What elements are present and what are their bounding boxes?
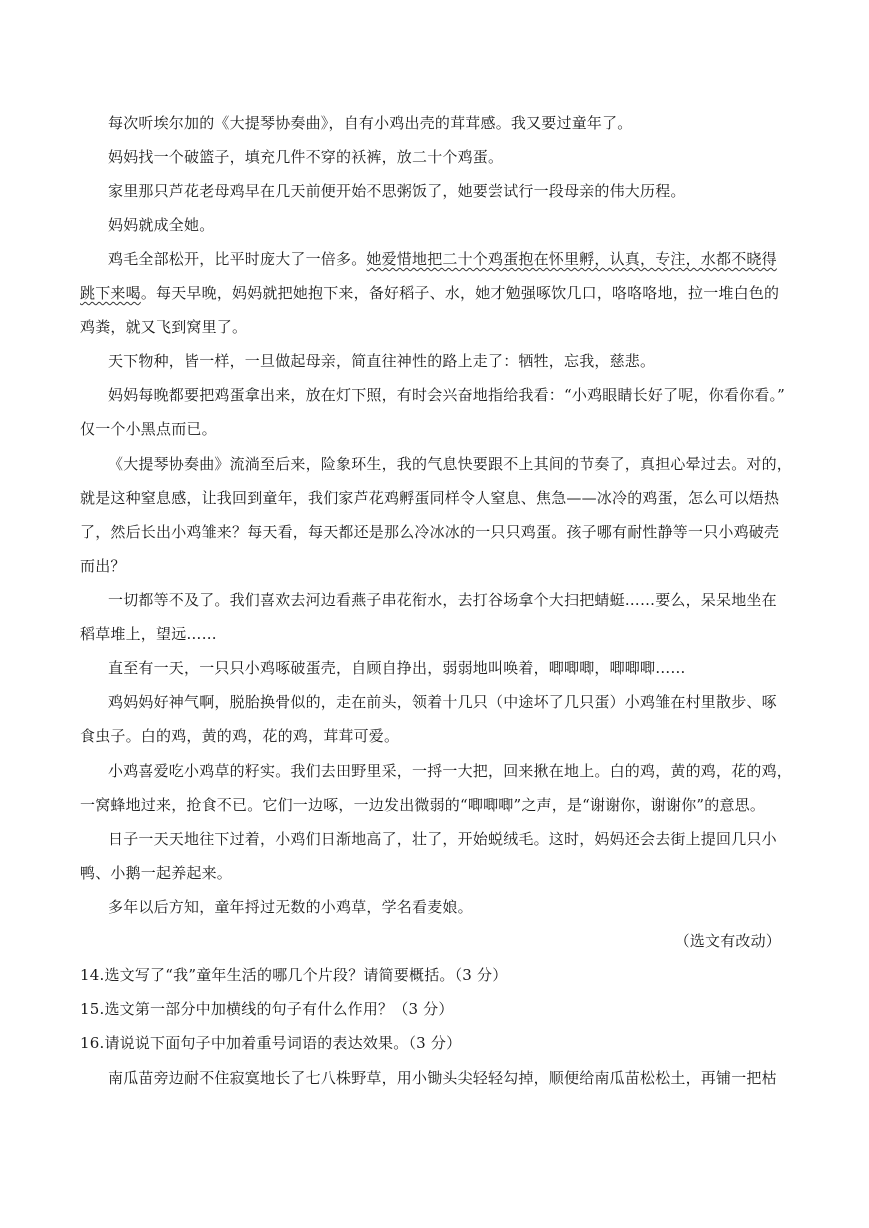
paragraph-line: 鸡妈妈好神气啊，脱胎换骨似的，走在前头，领着十几只（中途坏了几只蛋）小鸡雏在村里散步、啄 <box>108 693 777 711</box>
source-note: （选文有改动） <box>674 932 781 950</box>
paragraph-line: 就是这种窒息感，让我回到童年，我们家芦花鸡孵蛋同样令人窒息、焦急——冰冷的鸡蛋，怎么可以焐热 <box>80 489 780 507</box>
paragraph-line: 一切都等不及了。我们喜欢去河边看燕子串花衔水，去打谷场拿个大扫把蜻蜓……要么，呆呆地坐在 <box>108 591 777 609</box>
paragraph-line: 食虫子。白的鸡，黄的鸡，花的鸡，茸茸可爱。 <box>80 727 400 745</box>
paragraph-line: 天下物种，皆一样，一旦做起母亲，简直往神性的路上走了：牺牲，忘我，慈悲。 <box>108 352 656 370</box>
question-16: 16.请说说下面句子中加着重号词语的表达效果。（3 分） <box>80 1034 462 1052</box>
paragraph-line: 每次听埃尔加的《大提琴协奏曲》，自有小鸡出壳的茸茸感。我又要过童年了。 <box>108 114 633 132</box>
paragraph-line: 家里那只芦花老母鸡早在几天前便开始不思粥饭了，她要尝试行一段母亲的伟大历程。 <box>108 182 686 200</box>
text-span: 鸡毛全部松开，比平时庞大了一倍多。 <box>108 250 367 268</box>
paragraph-line: 妈妈找一个破篮子，填充几件不穿的袄裤，放二十个鸡蛋。 <box>108 148 504 166</box>
paragraph-line: 妈妈就成全她。 <box>108 216 215 234</box>
paragraph-line: 小鸡喜爱吃小鸡草的籽实。我们去田野里采，一捋一大把，回来揪在地上。白的鸡，黄的鸡，花的鸡， <box>108 762 793 780</box>
paragraph-line: 鸭、小鹅一起养起来。 <box>80 864 233 882</box>
underlined-sentence: 她爱惜地把二十个鸡蛋抱在怀里孵，认真，专注，水都不晓得 <box>366 250 777 268</box>
paragraph-line: 妈妈每晚都要把鸡蛋拿出来，放在灯下照，有时会兴奋地指给我看：“小鸡眼睛长好了呢，你看你看。” <box>108 386 786 404</box>
paragraph-line: 直至有一天，一只只小鸡啄破蛋壳，自顾自挣出，弱弱地叫唤着，唧唧唧，唧唧唧…… <box>108 659 686 677</box>
paragraph-line: 仅一个小黑点而已。 <box>80 420 217 438</box>
question-14: 14.选文写了“我”童年生活的哪几个片段？请简要概括。（3 分） <box>80 966 508 984</box>
quoted-passage-line: 南瓜苗旁边耐不住寂寞地长了七八株野草，用小锄头尖轻轻勾掉，顺便给南瓜苗松松土，再铺一把枯 <box>108 1069 777 1087</box>
paragraph-line: 鸡粪，就又飞到窝里了。 <box>80 318 248 336</box>
paragraph-line <box>108 248 777 270</box>
paragraph-line: 而出？ <box>80 557 126 575</box>
paragraph-line: 多年以后方知，童年捋过无数的小鸡草，学名看麦娘。 <box>108 898 473 916</box>
paragraph-line: 了，然后长出小鸡雏来？每天看，每天都还是那么冷冰冰的一只只鸡蛋。孩子哪有耐性静等一只小鸡破壳 <box>80 523 780 541</box>
paragraph-line <box>80 282 779 304</box>
paragraph-line: 稻草堆上，望远…… <box>80 625 217 643</box>
text-span: 。每天早晚，妈妈就把她抱下来，备好稻子、水，她才勉强啄饮几口，咯咯咯地，拉一堆白色的 <box>140 284 780 302</box>
paragraph-line: 一窝蜂地过来，抢食不已。它们一边啄，一边发出微弱的“唧唧唧”之声，是“谢谢你，谢谢你”的意思。 <box>80 796 766 814</box>
paragraph-line: 《大提琴协奏曲》流淌至后来，险象环生，我的气息快要跟不上其间的节奏了，真担心晕过去。对的， <box>108 455 793 473</box>
question-15: 15.选文第一部分中加横线的句子有什么作用？（3 分） <box>80 1000 454 1018</box>
paragraph-line: 日子一天天地往下过着，小鸡们日渐地高了，壮了，开始蜕绒毛。这时，妈妈还会去街上提回几只小 <box>108 830 777 848</box>
underlined-sentence-end: 跳下来喝 <box>80 284 141 302</box>
